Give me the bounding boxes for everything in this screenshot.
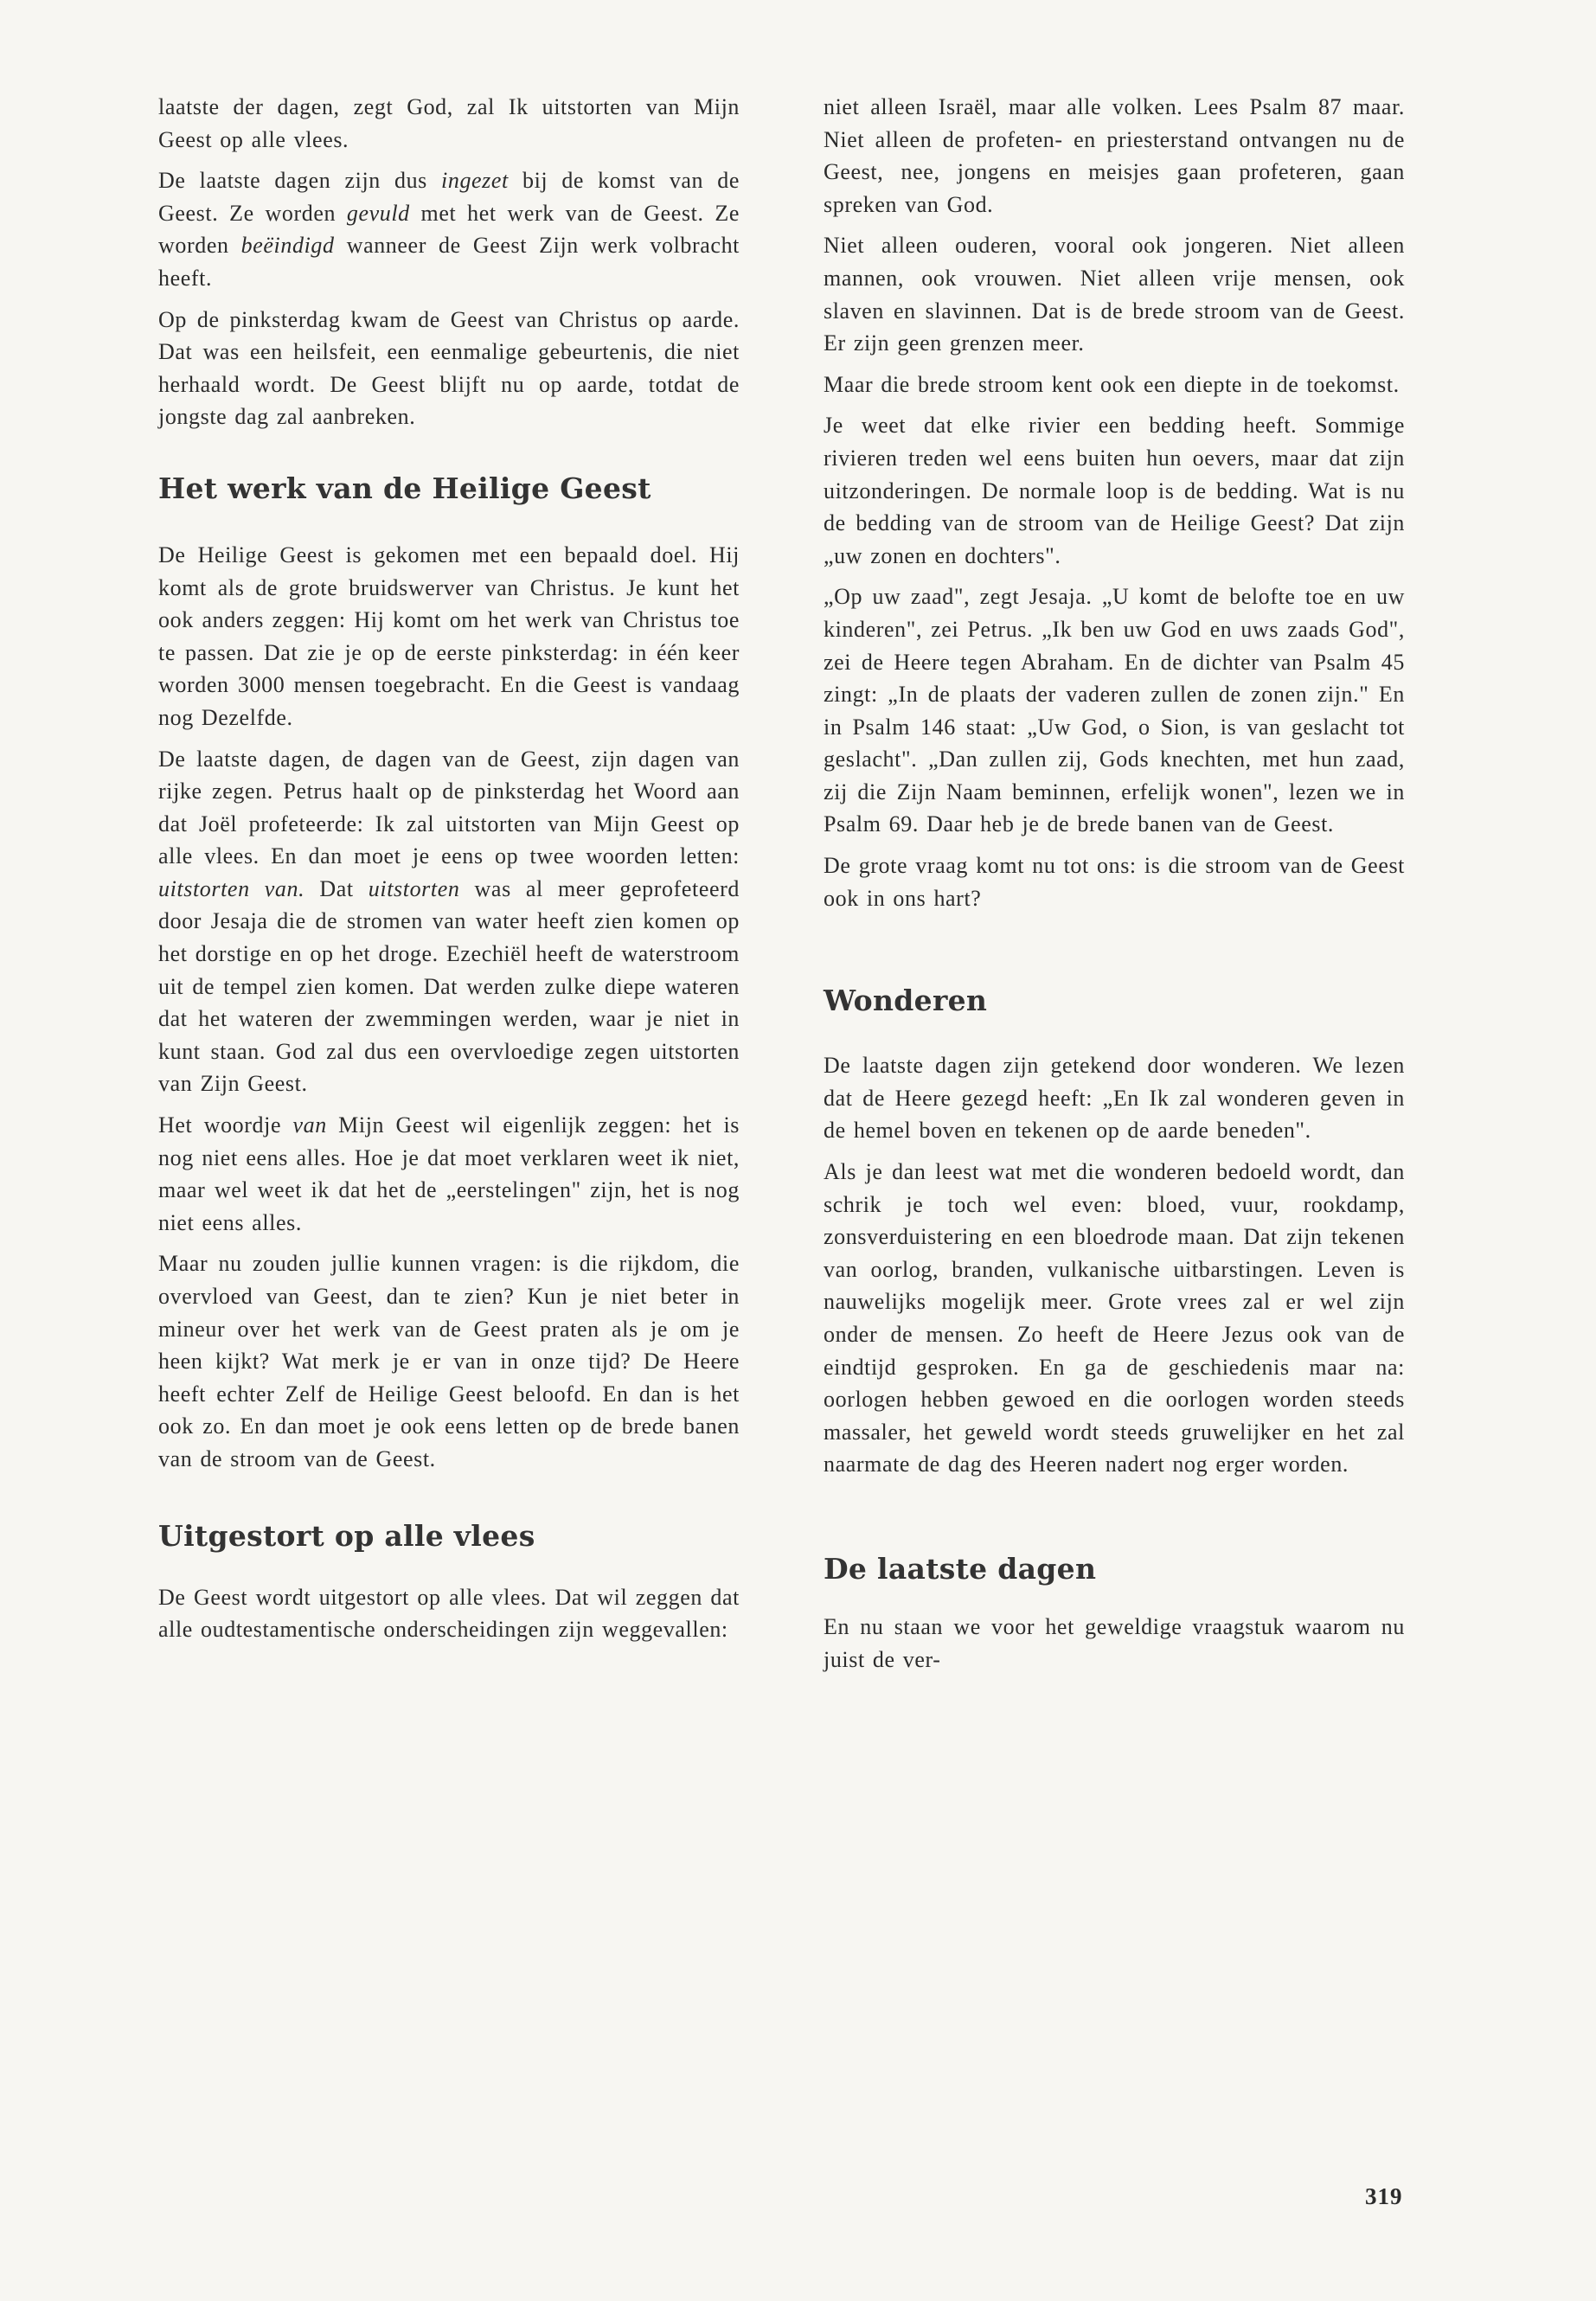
paragraph: Maar die brede stroom kent ook een diepte in de toekomst. (824, 371, 1400, 397)
paragraph: Je weet dat elke rivier een bedding heeft. Sommige rivieren treden wel eens buiten hun oevers, maar dat zijn uitzonderingen. De normale loop is de bedding. Wat is nu de bedding van de stroom van de Heilige Geest? Dat zijn „uw zonen en dochters". (824, 413, 1405, 568)
text-run: wanneer de Geest Zijn werk volbracht heeft. (158, 233, 740, 291)
italic-text: uitstorten (368, 875, 460, 901)
italic-text: gevuld (346, 200, 410, 226)
text-run: Mijn Geest wil eigenlijk zeggen: het is nog niet eens alles. Hoe je dat moet verklaren weet ik niet, maar wel weet ik dat het de „eerstelingen" zijn, het is nog niet eens alles. (158, 1112, 740, 1235)
paragraph: De laatste dagen zijn getekend door wonderen. We lezen dat de Heere gezegd heeft: „En Ik zal wonderen geven in de hemel boven en tekenen op de aarde beneden". (824, 1053, 1405, 1144)
paragraph (158, 743, 740, 1101)
italic-text: van (292, 1112, 327, 1138)
paragraph: Als je dan leest wat met die wonderen bedoeld wordt, dan schrik je toch wel even: bloed, vuur, rookdamp, zonsverduistering en een bloedrode maan. Dat zijn tekenen van oorlog, branden, vulkanische uitbarstingen. Leven is nauwelijks mogelijk meer. Grote vrees zal er wel zijn onder de mensen. Zo heeft de Heere Jezus ook van de eindtijd gesproken. En ga de geschiedenis maar na: oorlogen hebben gewoed en die oorlogen worden steeds massaler, het geweld wordt steeds gruwelijker en het zal naarmate de dag des Heeren nadert nog erger worden. (824, 1159, 1405, 1477)
text-run: was al meer geprofeteerd door Jesaja die de stromen van water heeft zien komen op het dorstige en op het droge. Ezechiël heeft de waterstroom uit de tempel zien komen. Dat werden zulke diepe wateren dat het wateren der zwemmingen werden, waar je niet in kunt staan. God zal dus een overvloedige zegen uitstorten van Zijn Geest. (158, 875, 740, 1097)
paragraph: De Heilige Geest is gekomen met een bepaald doel. Hij komt als de grote bruidswerver van Christus. Je kunt het ook anders zeggen: Hij komt om het werk van Christus toe te passen. Dat zie je op de eerste pinksterdag: in één keer worden 3000 mensen toegebracht. En die Geest is vandaag nog Dezelfde. (158, 542, 740, 730)
text-run: Het woordje (158, 1112, 293, 1138)
text-run: bij de komst van de Geest. Ze worden (158, 168, 740, 226)
italic-text: beëindigd (240, 233, 335, 259)
text-run: De laatste dagen, de dagen van de Geest, zijn dagen van rijke zegen. Petrus haalt op de pinksterdag het Woord aan dat Joël profeteerde: Ik zal uitstorten van Mijn Geest op alle vlees. En dan moet je eens op twee woorden letten: (158, 746, 740, 869)
italic-text: ingezet (441, 168, 509, 194)
paragraph: „Op uw zaad", zegt Jesaja. „U komt de belofte toe en uw kinderen", zei Petrus. „Ik ben uw God en uws zaads God", zei de Heere tegen Abraham. En de dichter van Psalm 45 zingt: „In de plaats der vaderen zullen de zonen zijn." En in Psalm 146 staat: „Uw God, o Sion, is van geslacht tot geslacht". „Dan zullen zij, Gods knechten, met hun zaad, zij die Zijn Naam beminnen, erfelijk wonen", lezen we in Psalm 69. Daar heb je de brede banen van de Geest. (824, 584, 1405, 837)
left-column (158, 91, 740, 1655)
section-heading: Het werk van de Heilige Geest (158, 471, 651, 505)
page-number: 319 (1365, 2183, 1403, 2209)
section-heading: De laatste dagen (824, 1551, 1097, 1586)
paragraph (158, 164, 740, 294)
paragraph: Niet alleen ouderen, vooral ook jongeren. Niet alleen mannen, ook vrouwen. Niet alleen vrije mensen, ook slaven en slavinnen. Dat is de brede stroom van de Geest. Er zijn geen grenzen meer. (824, 233, 1405, 356)
paragraph: Op de pinksterdag kwam de Geest van Christus op aarde. Dat was een heilsfeit, een eenmalige gebeurtenis, die niet herhaald wordt. De Geest blijft nu op aarde, totdat de jongste dag zal aanbreken. (158, 306, 740, 430)
paragraph: En nu staan we voor het geweldige vraagstuk waarom nu juist de ver- (824, 1613, 1405, 1672)
section-heading: Uitgestort op alle vlees (158, 1518, 535, 1553)
right-column (824, 91, 1405, 1684)
paragraph: De grote vraag komt nu tot ons: is die stroom van de Geest ook in ons hart? (824, 853, 1405, 911)
text-run: De laatste dagen zijn dus (158, 168, 442, 194)
paragraph: niet alleen Israël, maar alle volken. Lees Psalm 87 maar. Niet alleen de profeten- en priesterstand ontvangen nu de Geest, nee, jongens en meisjes gaan profeteren, gaan spreken van God. (824, 94, 1405, 217)
italic-text: uitstorten van. (158, 875, 305, 901)
section-heading: Wonderen (824, 984, 988, 1018)
paragraph: laatste der dagen, zegt God, zal Ik uitstorten van Mijn Geest op alle vlees. (158, 94, 740, 152)
paragraph (158, 1109, 740, 1239)
text-run: met het werk van de Geest. Ze worden (158, 200, 740, 259)
paragraph: Maar nu zouden jullie kunnen vragen: is die rijkdom, die overvloed van Geest, dan te zien? Kun je niet beter in mineur over het werk van de Geest praten als je om je heen kijkt? Wat merk je er van in onze tijd? De Heere heeft echter Zelf de Heilige Geest beloofd. En dan is het ook zo. En dan moet je ook eens letten op de brede banen van de stroom van de Geest. (158, 1251, 740, 1471)
text-run: Dat (304, 875, 369, 901)
paragraph: De Geest wordt uitgestort op alle vlees. Dat wil zeggen dat alle oudtestamentische onderscheidingen zijn weggevallen: (158, 1584, 740, 1643)
